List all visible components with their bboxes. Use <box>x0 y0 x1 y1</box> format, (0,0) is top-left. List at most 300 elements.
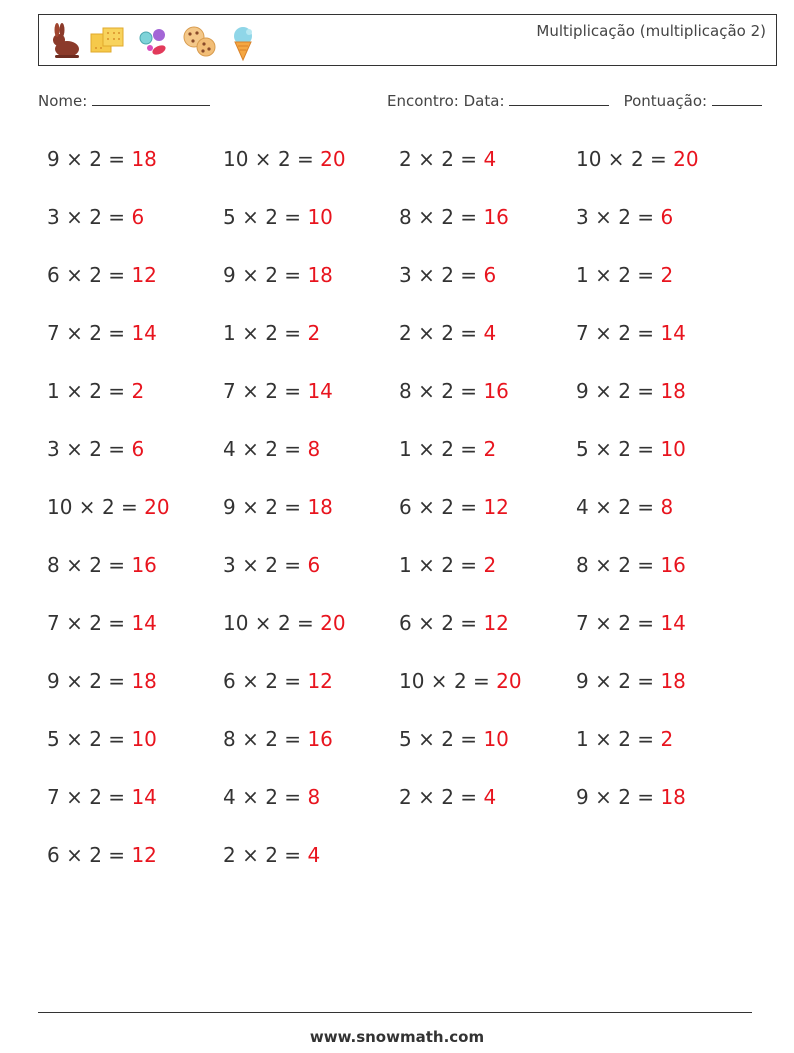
factor-b: 2 <box>618 379 631 403</box>
operator: × <box>411 495 442 519</box>
score-label: Pontuação: <box>623 92 708 110</box>
factor-a: 6 <box>47 263 60 287</box>
operator: × <box>235 727 266 751</box>
problem-item <box>47 147 157 171</box>
operator: × <box>235 437 266 461</box>
factor-a: 8 <box>47 553 60 577</box>
answer: 14 <box>660 611 686 635</box>
factor-b: 2 <box>618 437 631 461</box>
score-blank[interactable] <box>712 105 762 106</box>
factor-a: 7 <box>47 321 60 345</box>
operator: × <box>411 785 442 809</box>
date-score-field <box>387 92 762 110</box>
operator: × <box>424 669 454 693</box>
problem-item <box>399 437 496 461</box>
factor-b: 2 <box>618 495 631 519</box>
candies-icon <box>133 22 173 62</box>
answer: 14 <box>131 321 157 345</box>
factor-b: 2 <box>441 263 454 287</box>
factor-a: 1 <box>399 437 412 461</box>
problem-item <box>576 495 673 519</box>
operator: × <box>411 553 442 577</box>
factor-a: 10 <box>399 669 425 693</box>
factor-b: 2 <box>89 553 102 577</box>
problem-item <box>399 205 509 229</box>
equals: = <box>277 843 308 867</box>
factor-b: 2 <box>618 727 631 751</box>
factor-b: 2 <box>265 321 278 345</box>
factor-b: 2 <box>630 147 644 171</box>
factor-b: 2 <box>277 147 291 171</box>
factor-a: 2 <box>399 785 412 809</box>
equals: = <box>101 553 132 577</box>
factor-a: 6 <box>399 495 412 519</box>
operator: × <box>601 147 631 171</box>
factor-a: 8 <box>399 205 412 229</box>
answer: 18 <box>131 147 157 171</box>
equals: = <box>101 205 132 229</box>
footer-url: www.snowmath.com <box>309 1028 485 1046</box>
answer: 4 <box>483 321 497 345</box>
problem-item <box>223 553 320 577</box>
factor-b: 2 <box>89 843 102 867</box>
operator: × <box>588 727 619 751</box>
factor-b: 2 <box>89 205 102 229</box>
answer: 20 <box>320 147 346 171</box>
problem-item <box>399 669 522 693</box>
factor-a: 3 <box>223 553 236 577</box>
factor-a: 2 <box>399 147 412 171</box>
factor-b: 2 <box>89 147 102 171</box>
factor-a: 7 <box>47 611 60 635</box>
factor-a: 1 <box>47 379 60 403</box>
answer: 10 <box>660 437 686 461</box>
answer: 2 <box>483 553 497 577</box>
factor-a: 9 <box>576 379 589 403</box>
factor-b: 2 <box>277 611 291 635</box>
problem-item <box>47 495 170 519</box>
factor-a: 7 <box>576 611 589 635</box>
answer: 2 <box>307 321 321 345</box>
problem-item <box>47 785 157 809</box>
factor-a: 3 <box>47 205 60 229</box>
factor-b: 2 <box>89 379 102 403</box>
name-field <box>38 92 210 110</box>
factor-b: 2 <box>618 785 631 809</box>
equals: = <box>453 553 484 577</box>
operator: × <box>588 785 619 809</box>
answer: 12 <box>483 495 509 519</box>
date-label: Encontro: Data: <box>387 92 505 110</box>
equals: = <box>630 785 661 809</box>
factor-b: 2 <box>89 263 102 287</box>
factor-b: 2 <box>89 669 102 693</box>
factor-b: 2 <box>265 263 278 287</box>
problem-item <box>399 495 509 519</box>
operator: × <box>248 147 278 171</box>
footer-divider <box>38 1012 752 1013</box>
factor-b: 2 <box>265 669 278 693</box>
operator: × <box>235 379 266 403</box>
operator: × <box>411 437 442 461</box>
factor-a: 8 <box>399 379 412 403</box>
problem-item <box>223 321 320 345</box>
problem-item <box>399 147 496 171</box>
equals: = <box>453 437 484 461</box>
factor-a: 3 <box>47 437 60 461</box>
factor-b: 2 <box>89 321 102 345</box>
answer: 20 <box>496 669 522 693</box>
operator: × <box>235 553 266 577</box>
answer: 10 <box>131 727 157 751</box>
factor-a: 4 <box>223 437 236 461</box>
factor-a: 3 <box>399 263 412 287</box>
answer: 16 <box>483 379 509 403</box>
operator: × <box>588 263 619 287</box>
operator: × <box>59 611 90 635</box>
operator: × <box>235 785 266 809</box>
operator: × <box>411 321 442 345</box>
operator: × <box>411 263 442 287</box>
factor-a: 9 <box>576 785 589 809</box>
operator: × <box>59 843 90 867</box>
operator: × <box>411 727 442 751</box>
factor-b: 2 <box>441 611 454 635</box>
operator: × <box>59 785 90 809</box>
equals: = <box>101 379 132 403</box>
operator: × <box>248 611 278 635</box>
factor-a: 5 <box>47 727 60 751</box>
problem-item <box>223 611 346 635</box>
factor-b: 2 <box>265 495 278 519</box>
equals: = <box>101 437 132 461</box>
answer: 18 <box>660 785 686 809</box>
equals: = <box>101 147 132 171</box>
date-blank[interactable] <box>509 105 609 106</box>
ice-cream-icon <box>223 22 263 62</box>
answer: 10 <box>307 205 333 229</box>
problem-item <box>223 379 333 403</box>
factor-b: 2 <box>441 785 454 809</box>
problem-item <box>576 611 686 635</box>
cookies-icon <box>179 22 219 62</box>
equals: = <box>466 669 497 693</box>
factor-a: 9 <box>576 669 589 693</box>
equals: = <box>630 553 661 577</box>
equals: = <box>630 205 661 229</box>
factor-b: 2 <box>101 495 115 519</box>
equals: = <box>453 495 484 519</box>
problem-item <box>47 553 157 577</box>
factor-a: 9 <box>223 263 236 287</box>
equals: = <box>630 669 661 693</box>
equals: = <box>630 437 661 461</box>
operator: × <box>235 263 266 287</box>
problem-item <box>399 727 509 751</box>
problem-item <box>223 843 320 867</box>
equals: = <box>630 263 661 287</box>
problem-item <box>399 321 496 345</box>
factor-a: 1 <box>576 727 589 751</box>
problem-item <box>47 611 157 635</box>
equals: = <box>101 843 132 867</box>
equals: = <box>453 321 484 345</box>
operator: × <box>588 495 619 519</box>
operator: × <box>588 437 619 461</box>
problem-item <box>47 321 157 345</box>
operator: × <box>235 321 266 345</box>
operator: × <box>59 727 90 751</box>
answer: 2 <box>131 379 145 403</box>
factor-b: 2 <box>89 785 102 809</box>
answer: 14 <box>131 611 157 635</box>
factor-a: 5 <box>576 437 589 461</box>
equals: = <box>453 727 484 751</box>
answer: 8 <box>660 495 674 519</box>
factor-b: 2 <box>265 205 278 229</box>
answer: 14 <box>660 321 686 345</box>
problem-item <box>399 785 496 809</box>
factor-a: 1 <box>399 553 412 577</box>
equals: = <box>277 437 308 461</box>
equals: = <box>101 611 132 635</box>
problem-item <box>47 727 157 751</box>
answer: 6 <box>483 263 497 287</box>
answer: 16 <box>307 727 333 751</box>
answer: 20 <box>673 147 699 171</box>
problem-item <box>223 437 320 461</box>
problem-item <box>576 263 673 287</box>
factor-a: 7 <box>576 321 589 345</box>
equals: = <box>277 379 308 403</box>
factor-a: 1 <box>223 321 236 345</box>
equals: = <box>277 553 308 577</box>
problem-item <box>223 263 333 287</box>
factor-a: 5 <box>223 205 236 229</box>
equals: = <box>277 669 308 693</box>
problem-item <box>576 147 699 171</box>
problem-item <box>576 437 686 461</box>
operator: × <box>588 553 619 577</box>
answer: 10 <box>483 727 509 751</box>
equals: = <box>101 727 132 751</box>
problem-item <box>576 205 673 229</box>
factor-a: 9 <box>47 147 60 171</box>
equals: = <box>630 495 661 519</box>
factor-b: 2 <box>265 437 278 461</box>
factor-b: 2 <box>618 669 631 693</box>
answer: 12 <box>131 263 157 287</box>
equals: = <box>453 147 484 171</box>
equals: = <box>453 205 484 229</box>
factor-a: 3 <box>576 205 589 229</box>
operator: × <box>59 321 90 345</box>
factor-b: 2 <box>441 147 454 171</box>
problem-item <box>576 727 673 751</box>
answer: 6 <box>307 553 321 577</box>
answer: 2 <box>660 263 674 287</box>
equals: = <box>277 495 308 519</box>
factor-b: 2 <box>441 495 454 519</box>
equals: = <box>630 379 661 403</box>
worksheet-title: Multiplicação (multiplicação 2) <box>536 22 766 40</box>
factor-b: 2 <box>441 205 454 229</box>
factor-a: 6 <box>47 843 60 867</box>
factor-b: 2 <box>618 553 631 577</box>
operator: × <box>588 379 619 403</box>
operator: × <box>59 553 90 577</box>
operator: × <box>59 669 90 693</box>
answer: 2 <box>660 727 674 751</box>
answer: 18 <box>660 379 686 403</box>
answer: 18 <box>307 495 333 519</box>
problem-item <box>399 553 496 577</box>
factor-a: 4 <box>223 785 236 809</box>
equals: = <box>630 321 661 345</box>
operator: × <box>235 669 266 693</box>
equals: = <box>630 727 661 751</box>
operator: × <box>235 495 266 519</box>
answer: 4 <box>483 147 497 171</box>
problem-item <box>576 669 686 693</box>
factor-a: 4 <box>576 495 589 519</box>
answer: 8 <box>307 785 321 809</box>
factor-b: 2 <box>265 785 278 809</box>
equals: = <box>114 495 145 519</box>
factor-b: 2 <box>89 727 102 751</box>
answer: 18 <box>660 669 686 693</box>
factor-a: 6 <box>223 669 236 693</box>
equals: = <box>277 321 308 345</box>
answer: 4 <box>307 843 321 867</box>
factor-b: 2 <box>441 321 454 345</box>
operator: × <box>588 321 619 345</box>
operator: × <box>588 669 619 693</box>
problem-item <box>223 727 333 751</box>
answer: 12 <box>131 843 157 867</box>
equals: = <box>277 205 308 229</box>
operator: × <box>59 379 90 403</box>
factor-b: 2 <box>265 843 278 867</box>
factor-a: 10 <box>47 495 73 519</box>
answer: 16 <box>660 553 686 577</box>
factor-a: 1 <box>576 263 589 287</box>
operator: × <box>411 611 442 635</box>
problem-item <box>223 205 333 229</box>
answer: 20 <box>320 611 346 635</box>
equals: = <box>290 611 321 635</box>
equals: = <box>101 785 132 809</box>
problem-item <box>223 147 346 171</box>
factor-a: 5 <box>399 727 412 751</box>
factor-b: 2 <box>89 611 102 635</box>
factor-a: 9 <box>223 495 236 519</box>
equals: = <box>630 611 661 635</box>
problem-item <box>576 785 686 809</box>
factor-a: 8 <box>223 727 236 751</box>
factor-b: 2 <box>265 553 278 577</box>
operator: × <box>235 843 266 867</box>
factor-a: 10 <box>576 147 602 171</box>
answer: 14 <box>307 379 333 403</box>
problem-item <box>576 379 686 403</box>
problem-item <box>399 379 509 403</box>
factor-b: 2 <box>89 437 102 461</box>
answer: 14 <box>131 785 157 809</box>
factor-b: 2 <box>441 379 454 403</box>
operator: × <box>59 205 90 229</box>
answer: 6 <box>131 205 145 229</box>
problem-item <box>576 553 686 577</box>
equals: = <box>643 147 674 171</box>
factor-b: 2 <box>265 727 278 751</box>
factor-b: 2 <box>441 553 454 577</box>
answer: 12 <box>307 669 333 693</box>
operator: × <box>59 437 90 461</box>
answer: 18 <box>307 263 333 287</box>
crackers-icon <box>87 22 127 62</box>
operator: × <box>588 611 619 635</box>
factor-b: 2 <box>618 321 631 345</box>
problem-item <box>47 669 157 693</box>
equals: = <box>277 727 308 751</box>
answer: 16 <box>483 205 509 229</box>
operator: × <box>411 379 442 403</box>
factor-a: 7 <box>223 379 236 403</box>
answer: 4 <box>483 785 497 809</box>
factor-b: 2 <box>441 437 454 461</box>
equals: = <box>101 263 132 287</box>
header-box <box>38 14 777 66</box>
answer: 18 <box>131 669 157 693</box>
operator: × <box>411 205 442 229</box>
answer: 8 <box>307 437 321 461</box>
problem-item <box>47 379 144 403</box>
equals: = <box>277 785 308 809</box>
equals: = <box>453 263 484 287</box>
equals: = <box>101 321 132 345</box>
problem-item <box>399 263 496 287</box>
factor-b: 2 <box>618 263 631 287</box>
name-blank[interactable] <box>92 105 210 106</box>
factor-a: 10 <box>223 611 249 635</box>
factor-a: 9 <box>47 669 60 693</box>
answer: 16 <box>131 553 157 577</box>
problem-item <box>47 437 144 461</box>
problem-item <box>576 321 686 345</box>
factor-a: 7 <box>47 785 60 809</box>
factor-b: 2 <box>453 669 467 693</box>
factor-b: 2 <box>618 611 631 635</box>
equals: = <box>277 263 308 287</box>
equals: = <box>101 669 132 693</box>
operator: × <box>59 147 90 171</box>
chocolate-bunny-icon <box>45 22 85 62</box>
equals: = <box>453 611 484 635</box>
problem-item <box>47 263 157 287</box>
factor-b: 2 <box>265 379 278 403</box>
answer: 6 <box>131 437 145 461</box>
factor-a: 2 <box>223 843 236 867</box>
problem-item <box>223 785 320 809</box>
factor-a: 10 <box>223 147 249 171</box>
problem-item <box>47 205 144 229</box>
equals: = <box>453 379 484 403</box>
answer: 2 <box>483 437 497 461</box>
factor-a: 2 <box>399 321 412 345</box>
problem-item <box>399 611 509 635</box>
name-label: Nome: <box>38 92 88 110</box>
